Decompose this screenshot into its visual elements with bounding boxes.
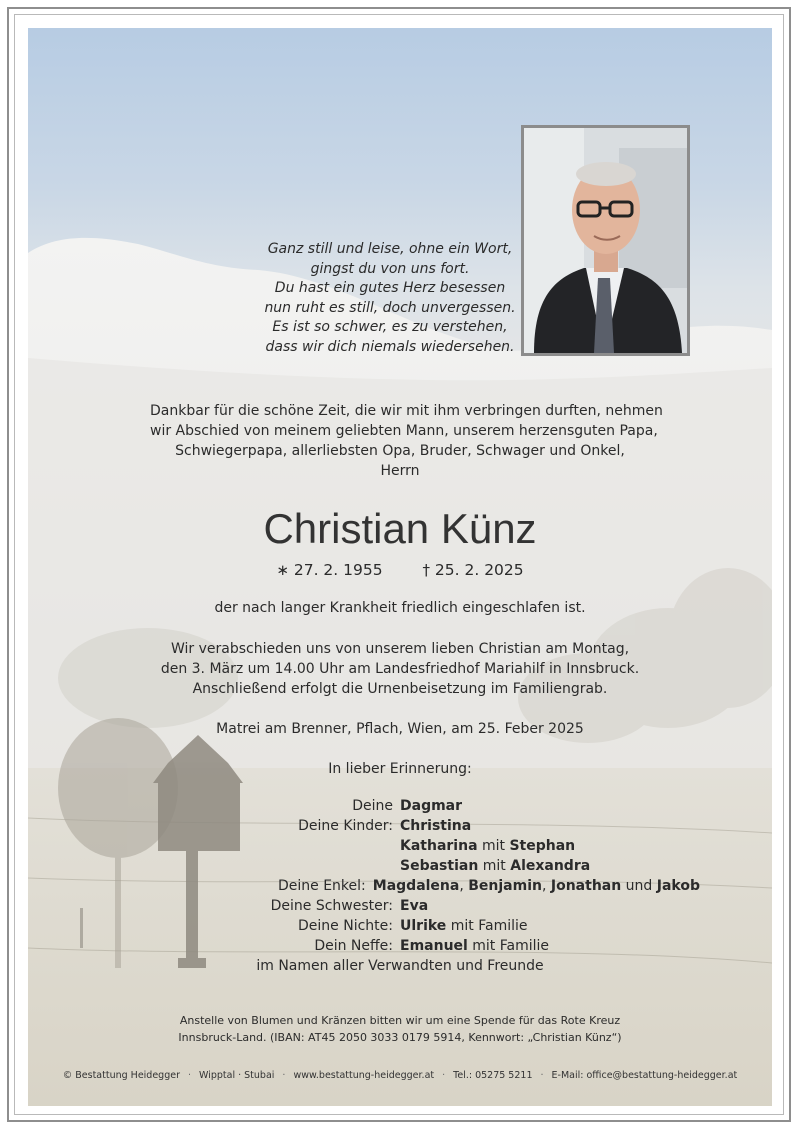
connector-text: mit: [450, 918, 474, 934]
survivor-name: Jonathan: [550, 878, 622, 894]
intro-line: Dankbar für die schöne Zeit, die wir mit ihm verbringen durften, nehmen: [150, 403, 663, 419]
passing-line: der nach langer Krankheit friedlich eingeschlafen ist.: [214, 600, 586, 616]
footer-separator: ·: [540, 1070, 544, 1081]
donation-line: Anstelle von Blumen und Kränzen bitten wir um eine Spende für das Rote Kreuz: [179, 1014, 621, 1027]
poem-line: Ganz still und leise, ohne ein Wort,: [267, 241, 513, 257]
funeral-line: den 3. März um 14.00 Uhr am Landesfriedhof Mariahilf in Innsbruck.: [160, 661, 640, 677]
survivor-label: Deine Nichte:: [298, 918, 393, 934]
footer-email-link[interactable]: E-Mail: office@bestattung-heidegger.at: [551, 1070, 738, 1081]
survivor-name: Christina: [400, 818, 472, 834]
memory-heading: [110, 759, 690, 779]
footer-separator: ·: [282, 1070, 286, 1081]
footer-separator: ·: [187, 1070, 192, 1081]
intro-line: Herrn: [380, 463, 420, 479]
connector-text: mit: [482, 858, 506, 874]
life-dates: [150, 559, 650, 581]
survivor-name: Eva: [400, 898, 429, 914]
footer-region: Wipptal · Stubai: [199, 1070, 275, 1081]
donation-request: [150, 1013, 650, 1046]
poem-line: Es ist so schwer, es zu verstehen,: [272, 319, 508, 335]
passing-text: [110, 598, 690, 618]
survivor-name: Benjamin: [468, 878, 542, 894]
survivor-row-child-3: [200, 856, 700, 876]
donation-line: Innsbruck-Land. (IBAN: AT45 2050 3033 0179 5914, Kennwort: „Christian Künz“): [178, 1030, 622, 1044]
survivor-name: Magdalena: [372, 878, 460, 894]
survivor-label: Dein Neffe:: [314, 938, 393, 954]
survivor-name: Alexandra: [510, 858, 591, 874]
survivor-name: Sebastian: [400, 858, 479, 874]
deceased-name: Christian Künz: [263, 505, 537, 552]
family-text: Familie: [499, 938, 550, 954]
memory-line: In lieber Erinnerung:: [328, 761, 472, 777]
poem-line: gingst du von uns fort.: [310, 260, 470, 277]
survivor-row-nephew: [200, 936, 700, 956]
survivor-row-children: [200, 816, 700, 836]
survivor-row-niece: [200, 916, 700, 936]
survivor-row-child-2: [200, 836, 700, 856]
poem: [160, 240, 620, 357]
funeral-details: [110, 639, 690, 699]
survivor-name: Katharina: [400, 838, 478, 854]
poem-line: Du hast ein gutes Herz besessen: [274, 280, 506, 296]
survivors-list: [200, 796, 700, 956]
birth-symbol: ∗: [276, 561, 289, 579]
survivor-name: Jakob: [656, 878, 700, 894]
survivor-name: Dagmar: [400, 798, 463, 814]
birth-date: 27. 2. 1955: [293, 561, 383, 579]
closing-line: im Namen aller Verwandten und Freunde: [256, 958, 544, 974]
footer-company: © Bestattung Heidegger: [62, 1070, 180, 1081]
family-text: Familie: [478, 918, 528, 934]
survivor-row-sister: [200, 896, 700, 916]
place-date: [110, 719, 690, 739]
survivor-label: Deine Enkel:: [277, 878, 366, 894]
survivor-label: Deine Schwester:: [270, 898, 393, 914]
poem-line: dass wir dich niemals wiedersehen.: [265, 338, 515, 355]
survivor-name: Emanuel: [400, 938, 468, 954]
poem-line: nun ruht es still, doch unvergessen.: [264, 299, 516, 316]
cross-symbol: †: [422, 561, 430, 579]
connector-text: mit: [472, 938, 496, 954]
survivor-row-wife: [200, 796, 700, 816]
connector-text: und: [625, 878, 653, 894]
survivor-row-grandchildren: Deine Enkel: Magdalena, Benjamin, Jonathan und Jakob: [200, 876, 700, 896]
survivor-label: Deine Kinder:: [298, 818, 393, 834]
survivor-name: Stephan: [509, 838, 576, 854]
death-date: 25. 2. 2025: [434, 561, 524, 579]
place-date-line: Matrei am Brenner, Pflach, Wien, am 25. Feber 2025: [216, 721, 584, 737]
intro-line: wir Abschied von meinem geliebten Mann, unserem herzensguten Papa,: [150, 423, 658, 439]
footer-website-link[interactable]: www.bestattung-heidegger.at: [293, 1070, 435, 1081]
funeral-line: Anschließend erfolgt die Urnenbeisetzung im Familiengrab.: [192, 681, 608, 697]
footer-separator: ·: [442, 1070, 446, 1081]
intro-line: Schwiegerpapa, allerliebsten Opa, Bruder, Schwager und Onkel,: [175, 443, 625, 459]
footer-phone: Tel.: 05275 5211: [453, 1070, 533, 1081]
footer: [28, 1069, 772, 1083]
survivor-name: Ulrike: [400, 918, 447, 934]
intro-text: [150, 401, 663, 481]
survivor-label: Deine: [352, 798, 393, 814]
connector-text: mit: [481, 838, 506, 854]
funeral-line: Wir verabschieden uns von unserem lieben Christian am Montag,: [170, 641, 630, 657]
